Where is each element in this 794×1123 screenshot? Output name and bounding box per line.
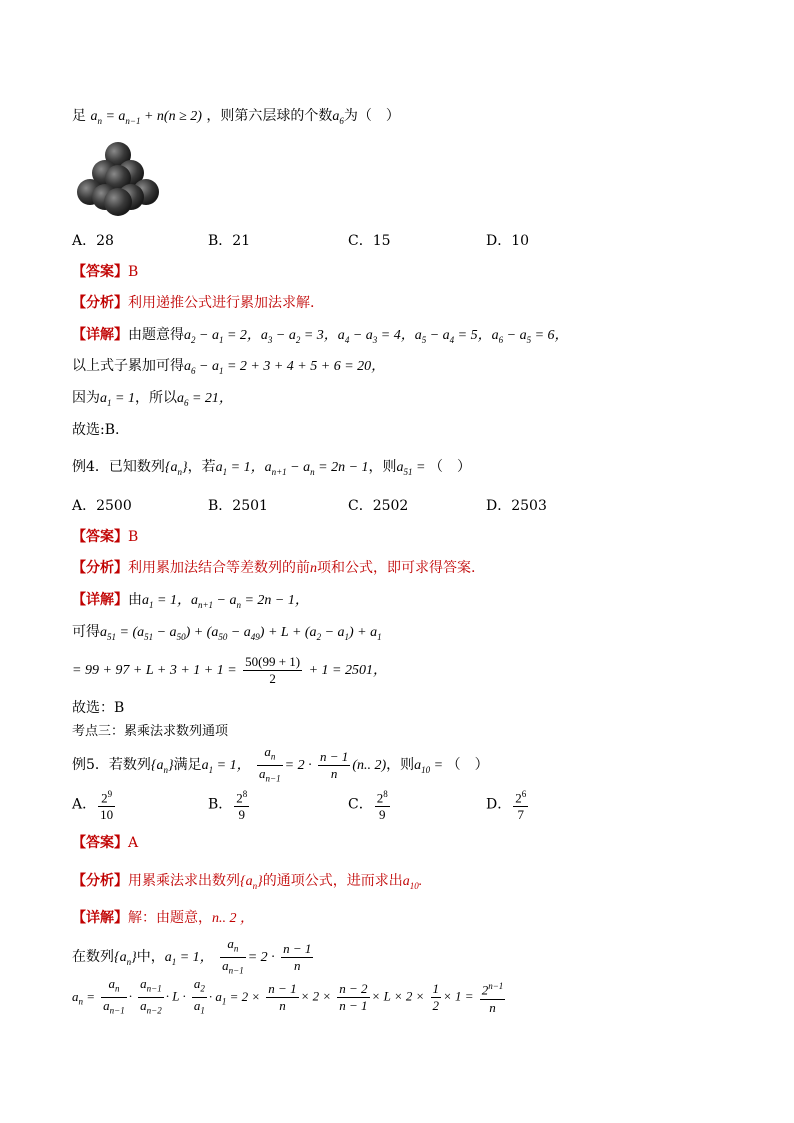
q3-option-b: B．21 — [208, 233, 251, 249]
analysis-n: n — [310, 561, 317, 576]
q3-option-a: A．28 — [72, 233, 114, 249]
q4-option-a: A．2500 — [72, 498, 132, 514]
ratio-frac: $\frac{n - 1}{n}$ — [283, 940, 312, 973]
analysis-tag: 【分析】 — [72, 295, 128, 311]
q3-stem-prefix: 足 — [72, 108, 86, 124]
option-exp: 9 — [107, 789, 113, 799]
option-exp: 6 — [521, 789, 527, 799]
q4-fraction: $\frac{50(99 + 1)}{2}$ — [245, 653, 301, 686]
q4-option-b: B．2501 — [208, 498, 268, 514]
q5-domain: (n.. 2) — [352, 758, 387, 774]
q4-result: + 1 = 2501， — [308, 663, 387, 678]
ball-pyramid-figure — [72, 140, 164, 220]
q4-detail-line1 — [72, 590, 309, 615]
product-frac: $\frac{n - 2}{n - 1}$ — [339, 980, 368, 1013]
analysis-text: 的通项公式，进而求出 — [262, 873, 403, 889]
option-label: B． — [208, 796, 233, 813]
q4-answer — [72, 527, 138, 547]
detail-text: 在数列 — [72, 949, 114, 966]
q4-stem-b: ，若 — [187, 459, 216, 475]
q4-given: $a_1 = 1$，$a_{n+1} - a_n = 2n - 1$， — [142, 593, 309, 610]
answer-tag: 【答案】 — [72, 264, 128, 280]
detail-text: 解：由题意， — [128, 910, 212, 926]
q3-stem-suffix: ，则第六层球的个数 — [206, 108, 333, 124]
detail-text: 中， — [136, 949, 165, 966]
answer-value: A — [128, 835, 139, 851]
option-num: 2 — [101, 790, 108, 806]
answer-tag: 【答案】 — [72, 835, 128, 851]
q4-stem-a: 例4．已知数列 — [72, 459, 165, 475]
option-den: 9 — [238, 807, 246, 823]
option-den: 7 — [517, 807, 524, 823]
q4-detail-line2 — [72, 622, 382, 647]
q3-option-d: D．10 — [486, 233, 530, 249]
q5-option-b — [208, 786, 251, 823]
detail-text: ，所以 — [134, 390, 177, 406]
answer-tag: 【答案】 — [72, 529, 128, 545]
q4-sum: = 99 + 97 + L + 3 + 1 + 1 = — [72, 663, 237, 678]
detail-tag: 【详解】 — [72, 592, 128, 608]
q5-a1: $a_1 = 1$， — [201, 758, 251, 775]
q5-stem-c: ，则 — [386, 757, 415, 774]
q5-stem: 例5．若数列$\{a_n\}$满足$a_1 = 1$， $\frac{a_n}{a_{n-1}}$ = 2 · $\frac{n - 1}{n}$ (n.. 2)，则$a_{10}$ = （ ） — [72, 744, 489, 788]
ratio-frac: $\frac{a_n}{a_{n-1}}$ — [222, 936, 244, 976]
q4-cond: $a_1 = 1$，$a_{n+1} - a_n = 2n - 1$ — [215, 460, 369, 477]
q3-a1: $a_1 = 1$ — [100, 391, 135, 408]
product-frac: $\frac{2^{n-1}}{n}$ — [480, 978, 506, 1015]
option-num: 2 — [236, 790, 243, 806]
q5-answer — [72, 833, 138, 853]
q4-target: $a_{51}$ = — [396, 460, 429, 477]
q5-detail-line1 — [72, 908, 254, 929]
option-label: D． — [486, 796, 512, 813]
detail-text: 由 — [128, 592, 142, 608]
q5-stem-a: 例5．若数列 — [72, 757, 151, 774]
q3-detail-line3 — [72, 388, 233, 413]
q4-stem-c: ，则 — [368, 459, 397, 475]
q5-option-d — [486, 786, 530, 823]
option-num: 2 — [515, 790, 522, 806]
analysis-text: 利用递推公式进行累加法求解. — [128, 295, 315, 311]
q4-option-d: D．2503 — [486, 498, 547, 514]
q3-a6: $a_6$ — [332, 109, 344, 126]
product-frac: $\frac{a_{n-1}}{a_{n-2}}$ — [140, 976, 162, 1016]
q4-stem-d: （ ） — [428, 459, 471, 475]
q5-seq: $\{a_n\}$ — [150, 758, 174, 775]
option-exp: 8 — [242, 789, 248, 799]
q4-option-c: C．2502 — [348, 498, 409, 514]
q5-detail-line3: $a_n$ = $\frac{a_n}{a_{n-1}}$ · $\frac{a_{n-1}}{a_{n-2}}$ · L · $\frac{a_2}{a_1}$ · $a_1 = 2$ × $\frac{n - 1}{n}$ × 2 × $\frac{n - 2}{n - 1}$ × L × 2 × $\frac{1}{2}$ × 1 = $\frac{2^{n-1}}{n}$ — [72, 976, 507, 1021]
product-frac: $\frac{1}{2}$ — [432, 980, 439, 1013]
q3-diffs: $a_2 - a_1 = 2$，$a_3 - a_2 = 3$，$a_4 - a_3 = 4$，$a_5 - a_4 = 5$，$a_6 - a_5 = 6$， — [184, 328, 569, 345]
q4-expansion: $a_{51} = (a_{51} - a_{50}) + (a_{50} - a_{49}) + L + (a_2 - a_1) + a_1$ — [100, 625, 382, 642]
analysis-tag: 【分析】 — [72, 873, 128, 889]
q4-conclusion: 故选：B — [72, 700, 125, 716]
q4-stem — [72, 457, 471, 482]
q5-a10-ref: $a_{10}$. — [402, 874, 423, 891]
detail-text: 因为 — [72, 390, 100, 406]
analysis-text: 用累乘法求出数列 — [128, 873, 240, 889]
q5-stem-d: （ ） — [446, 757, 489, 774]
answer-value: B — [128, 529, 139, 545]
q5-stem-b: 满足 — [173, 757, 202, 774]
product-frac: $\frac{n - 1}{n}$ — [268, 980, 297, 1013]
option-exp: 8 — [383, 789, 388, 799]
detail-text: 由题意得 — [128, 327, 184, 343]
q5-seq-ref: $\{a_n\}$ — [240, 874, 263, 891]
option-den: 10 — [100, 807, 114, 823]
q5-option-c — [348, 786, 392, 823]
product-frac: $\frac{a_n}{a_{n-1}}$ — [103, 976, 125, 1016]
q3-stem — [72, 106, 400, 131]
q5-detail-line2: 在数列$\{a_n\}$中，$a_1 = 1$， $\frac{a_n}{a_{n-1}}$ = 2 · $\frac{n - 1}{n}$ — [72, 936, 315, 980]
ball-pyramid-icon — [72, 140, 164, 220]
q5-ratio-rhs: $\frac{n - 1}{n}$ — [320, 748, 349, 781]
q3-answer — [72, 262, 138, 282]
q5-analysis — [72, 871, 422, 896]
q4-seq: $\{a_n\}$ — [164, 460, 188, 477]
detail-text: 可得 — [72, 624, 100, 640]
q5-option-a — [72, 786, 117, 823]
detail-text: 以上式子累加可得 — [72, 358, 184, 374]
q3-conclusion: 故选:B. — [72, 422, 120, 438]
analysis-text: 利用累加法结合等差数列的前 — [128, 560, 310, 576]
option-den: 9 — [378, 807, 386, 823]
q5-domain-ref: n.. 2 ， — [212, 911, 254, 926]
q3-analysis — [72, 293, 314, 313]
product-frac: $\frac{a_2}{a_1}$ — [193, 976, 205, 1016]
q3-detail-line1 — [72, 325, 569, 350]
option-num: 2 — [376, 790, 384, 806]
option-label: C． — [348, 796, 373, 813]
analysis-tag: 【分析】 — [72, 560, 128, 576]
section-title: 考点三：累乘法求数列通项 — [72, 724, 229, 739]
q3-recurrence: $a_n = a_{n-1} + n(n \ge 2)$ — [90, 109, 202, 126]
q3-sum: $a_6 - a_1 = 2 + 3 + 4 + 5 + 6 = 20$， — [184, 359, 386, 376]
detail-tag: 【详解】 — [72, 910, 128, 926]
q5-ratio: $\frac{a_n}{a_{n-1}}$ — [259, 744, 281, 784]
q3-detail-line2 — [72, 356, 385, 381]
q5-seq-ref2: $\{a_n\}$ — [114, 950, 137, 967]
detail-tag: 【详解】 — [72, 327, 128, 343]
q3-result: $a_6 = 21$， — [176, 391, 233, 408]
q3-stem-end: 为（ ） — [343, 108, 400, 124]
q4-analysis — [72, 558, 475, 579]
q5-target: $a_{10}$ = — [414, 758, 447, 775]
q3-option-c: C．15 — [348, 233, 391, 249]
option-label: A． — [72, 796, 97, 813]
answer-value: B — [128, 264, 139, 280]
q4-detail-line3 — [72, 652, 387, 689]
analysis-text: 项和公式，即可求得答案. — [317, 560, 476, 576]
